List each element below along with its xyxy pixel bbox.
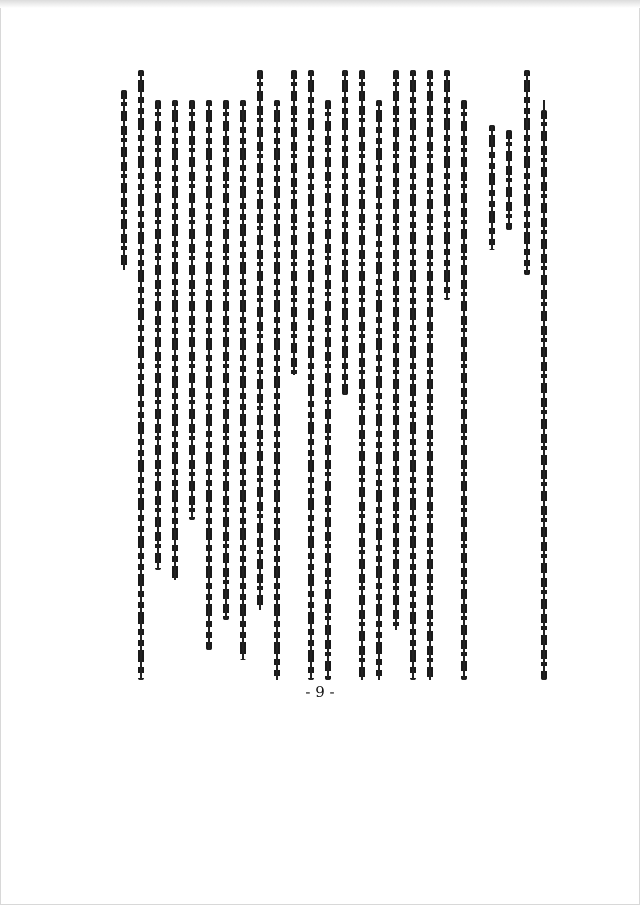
text-column (503, 70, 515, 680)
text-column (407, 70, 419, 680)
text-column (424, 70, 436, 680)
text-column (322, 70, 334, 680)
text-column (118, 70, 130, 680)
text-column (169, 70, 181, 680)
vertical-text-block (128, 70, 548, 680)
page-number: - 9 - (305, 683, 335, 701)
text-column (237, 70, 249, 680)
text-column (538, 70, 550, 680)
text-column (521, 70, 533, 680)
text-column (458, 70, 470, 680)
text-column (152, 70, 164, 680)
text-column (356, 70, 368, 680)
text-column (254, 70, 266, 680)
text-column (441, 70, 453, 680)
text-column (220, 70, 232, 680)
text-column (135, 70, 147, 680)
text-column (288, 70, 300, 680)
text-column (373, 70, 385, 680)
text-column (186, 70, 198, 680)
scan-edge (0, 0, 640, 8)
text-column (390, 70, 402, 680)
text-column (271, 70, 283, 680)
text-column (339, 70, 351, 680)
text-column (203, 70, 215, 680)
text-column (305, 70, 317, 680)
text-column (486, 70, 498, 680)
